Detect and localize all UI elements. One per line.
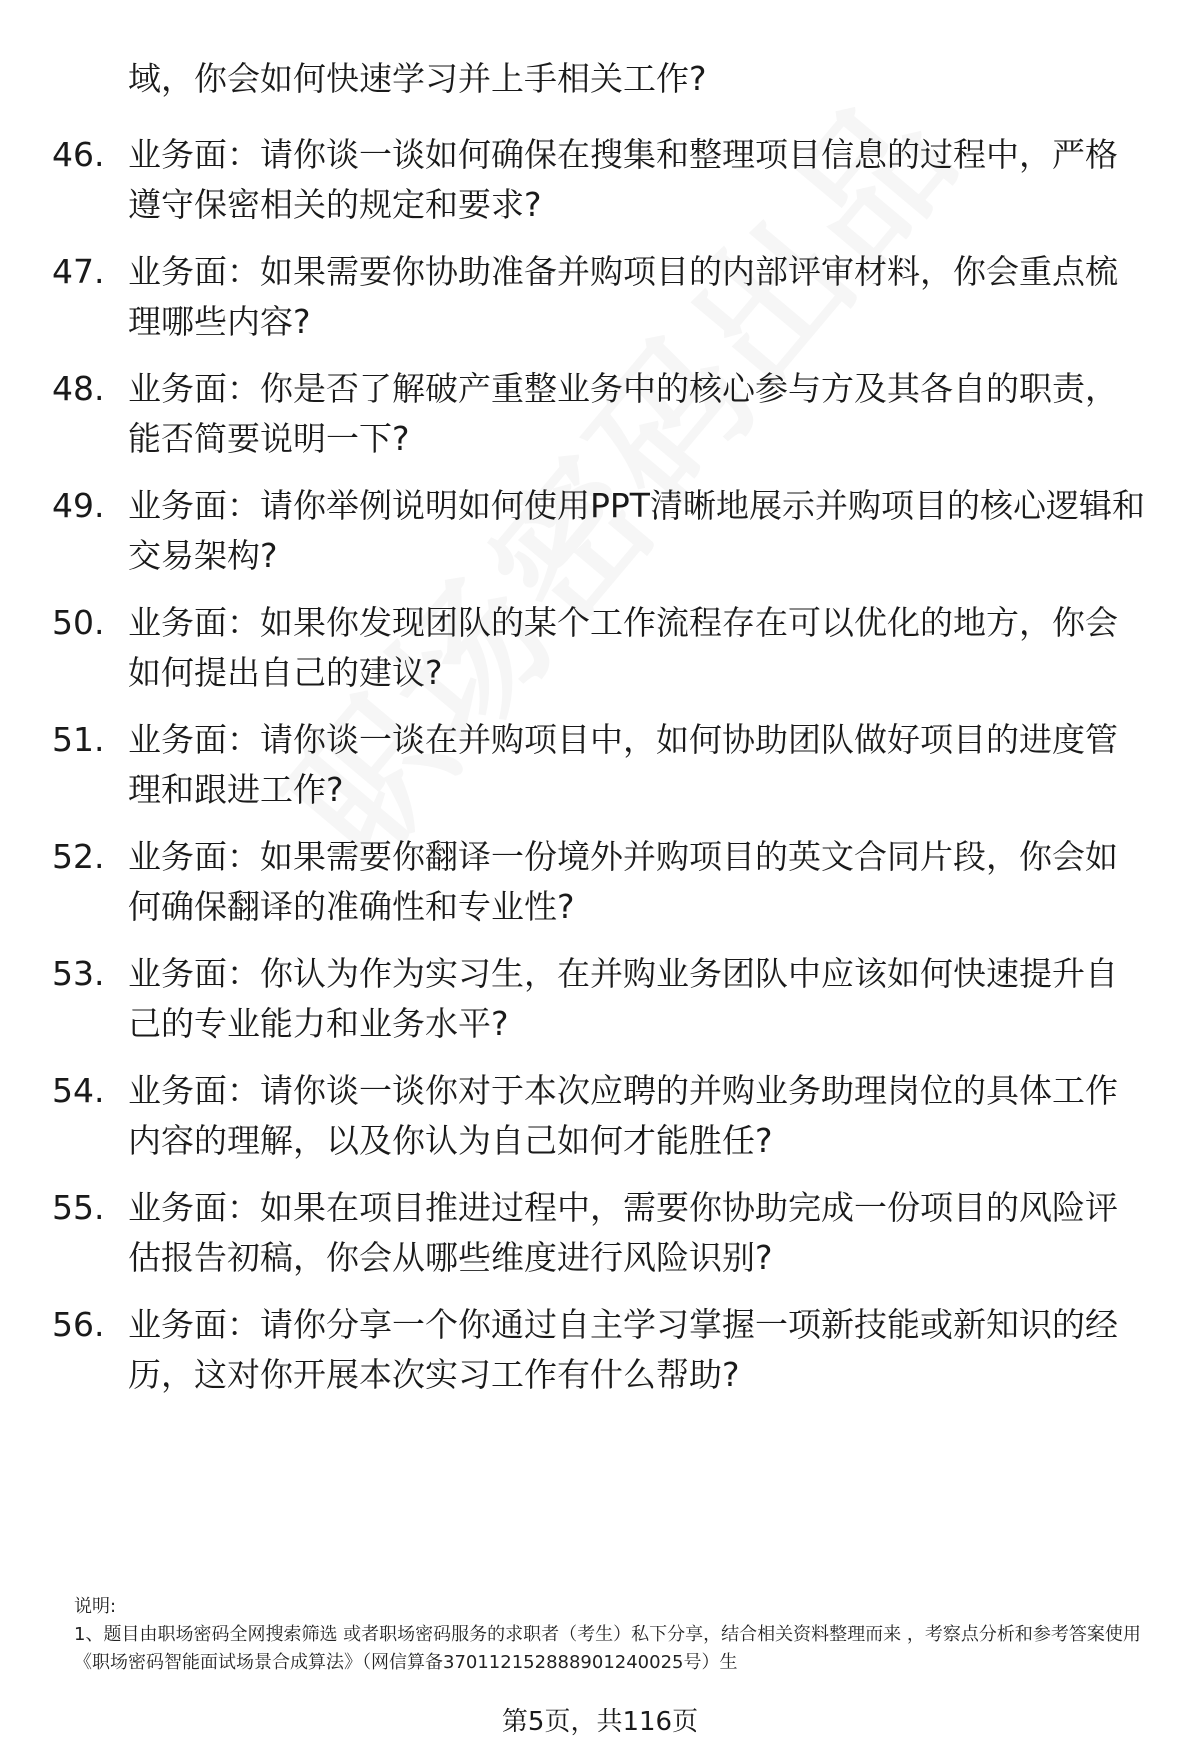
question-text: 业务面：请你举例说明如何使用PPT清晰地展示并购项目的核心逻辑和交易架构? <box>128 486 1145 575</box>
notes-body: 1、题目由职场密码全网搜索筛选 或者职场密码服务的求职者（考生）私下分享，结合相关资料整理而来 ，考察点分析和参考答案使用《职场密码智能面试场景合成算法》（网信算备370112152888901240025号）生 <box>74 1624 1141 1673</box>
notes-section <box>74 1593 1154 1677</box>
question-continuation: 域，你会如何快速学习并上手相关工作? <box>128 59 707 98</box>
question-item <box>52 130 1148 230</box>
question-item <box>52 832 1148 932</box>
question-text: 业务面：如果需要你协助准备并购项目的内部评审材料，你会重点梳理哪些内容? <box>128 252 1118 341</box>
question-item <box>52 598 1148 698</box>
question-number: 55. <box>52 1188 105 1227</box>
question-text: 业务面：请你谈一谈如何确保在搜集和整理项目信息的过程中，严格遵守保密相关的规定和要求? <box>128 135 1118 224</box>
question-text: 业务面：如果在项目推进过程中，需要你协助完成一份项目的风险评估报告初稿，你会从哪些维度进行风险识别? <box>128 1188 1118 1277</box>
question-number: 53. <box>52 954 105 993</box>
question-text: 业务面：请你分享一个你通过自主学习掌握一项新技能或新知识的经历，这对你开展本次实习工作有什么帮助? <box>128 1305 1118 1394</box>
question-number: 56. <box>52 1305 105 1344</box>
question-number: 46. <box>52 135 105 174</box>
question-number: 47. <box>52 252 105 291</box>
question-item <box>52 247 1148 347</box>
question-number: 52. <box>52 837 105 876</box>
question-text: 业务面：你认为作为实习生，在并购业务团队中应该如何快速提升自己的专业能力和业务水平? <box>128 954 1118 1043</box>
page-number: 第5页，共116页 <box>501 1707 699 1737</box>
question-text: 业务面：你是否了解破产重整业务中的核心参与方及其各自的职责，能否简要说明一下? <box>128 369 1118 458</box>
question-number: 50. <box>52 603 105 642</box>
question-number: 48. <box>52 369 105 408</box>
question-item <box>52 481 1148 581</box>
question-text: 业务面：请你谈一谈在并购项目中，如何协助团队做好项目的进度管理和跟进工作? <box>128 720 1118 809</box>
question-text: 业务面：请你谈一谈你对于本次应聘的并购业务助理岗位的具体工作内容的理解，以及你认为自己如何才能胜任? <box>128 1071 1118 1160</box>
question-text: 业务面：如果你发现团队的某个工作流程存在可以优化的地方，你会如何提出自己的建议? <box>128 603 1118 692</box>
question-number: 51. <box>52 720 105 759</box>
question-number: 54. <box>52 1071 105 1110</box>
question-item <box>52 1300 1148 1400</box>
question-item <box>52 715 1148 815</box>
notes-title: 说明: <box>74 1596 117 1617</box>
question-item <box>52 1066 1148 1166</box>
question-text: 业务面：如果需要你翻译一份境外并购项目的英文合同片段，你会如何确保翻译的准确性和专业性? <box>128 837 1118 926</box>
question-item <box>52 364 1148 464</box>
question-item <box>52 949 1148 1049</box>
question-number: 49. <box>52 486 105 525</box>
question-item <box>52 1183 1148 1283</box>
